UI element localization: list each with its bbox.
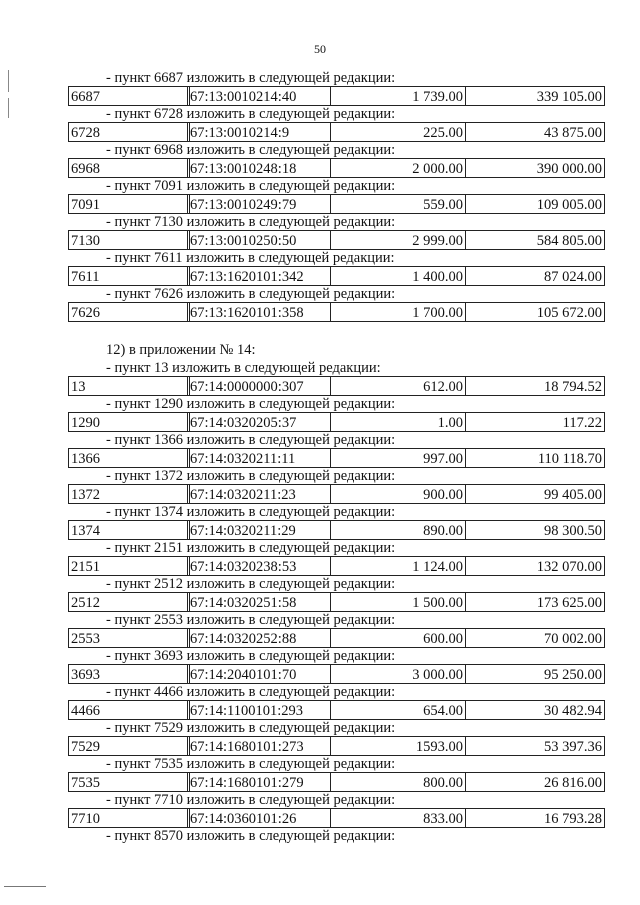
amendment-caption: - пункт 1366 изложить в следующей редакции:: [106, 432, 396, 448]
footer-rule: [4, 886, 46, 887]
item-number-cell: 2512: [68, 592, 190, 612]
cadastral-number-cell: 67:14:0320251:58: [187, 592, 331, 612]
table-row: [68, 86, 606, 106]
value-cell: 30 482.94: [465, 700, 605, 720]
value-cell: 87 024.00: [465, 266, 605, 286]
trailing-caption: - пункт 8570 изложить в следующей редакции:: [106, 828, 396, 844]
amendment-block: [0, 612, 640, 648]
amendment-caption: - пункт 1290 изложить в следующей редакции:: [106, 396, 396, 412]
amendment-caption: - пункт 1374 изложить в следующей редакции:: [106, 504, 396, 520]
amendment-caption: - пункт 7535 изложить в следующей редакции:: [106, 756, 396, 772]
value-cell: 99 405.00: [465, 484, 605, 504]
amendment-caption: - пункт 6728 изложить в следующей редакции:: [106, 106, 396, 122]
cadastral-number-cell: 67:13:0010214:40: [187, 86, 331, 106]
item-number-cell: 1366: [68, 448, 190, 468]
area-cell: 225.00: [330, 122, 466, 142]
item-number-cell: 3693: [68, 664, 190, 684]
amendment-block: [0, 468, 640, 504]
area-cell: 559.00: [330, 194, 466, 214]
value-cell: 339 105.00: [465, 86, 605, 106]
cadastral-number-cell: 67:13:0010248:18: [187, 158, 331, 178]
area-cell: 1 400.00: [330, 266, 466, 286]
cadastral-number-cell: 67:14:1100101:293: [187, 700, 331, 720]
cadastral-number-cell: 67:14:0320211:23: [187, 484, 331, 504]
table-row: [68, 556, 606, 576]
area-cell: 1593.00: [330, 736, 466, 756]
area-cell: 997.00: [330, 448, 466, 468]
item-number-cell: 2553: [68, 628, 190, 648]
amendment-block: [0, 396, 640, 432]
table-row: [68, 736, 606, 756]
value-cell: 70 002.00: [465, 628, 605, 648]
cadastral-number-cell: 67:14:2040101:70: [187, 664, 331, 684]
area-cell: 1 739.00: [330, 86, 466, 106]
table-row: [68, 412, 606, 432]
area-cell: 3 000.00: [330, 664, 466, 684]
amendment-block: [0, 540, 640, 576]
amendment-caption: - пункт 2151 изложить в следующей редакции:: [106, 540, 396, 556]
amendment-block: [0, 432, 640, 468]
item-number-cell: 4466: [68, 700, 190, 720]
value-cell: 173 625.00: [465, 592, 605, 612]
amendment-block: [0, 720, 640, 756]
table-row: [68, 376, 606, 396]
amendment-caption: - пункт 6687 изложить в следующей редакции:: [106, 70, 396, 86]
amendment-caption: - пункт 7626 изложить в следующей редакции:: [106, 286, 396, 302]
appendix-13-amendments: [0, 70, 640, 322]
item-number-cell: 7710: [68, 808, 190, 828]
item-number-cell: 1290: [68, 412, 190, 432]
area-cell: 612.00: [330, 376, 466, 396]
area-cell: 900.00: [330, 484, 466, 504]
amendment-block: [0, 648, 640, 684]
area-cell: 890.00: [330, 520, 466, 540]
area-cell: 600.00: [330, 628, 466, 648]
cadastral-number-cell: 67:13:0010214:9: [187, 122, 331, 142]
item-number-cell: 1372: [68, 484, 190, 504]
amendment-caption: - пункт 7091 изложить в следующей редакции:: [106, 178, 396, 194]
table-row: [68, 194, 606, 214]
item-number-cell: 7091: [68, 194, 190, 214]
area-cell: 2 999.00: [330, 230, 466, 250]
item-number-cell: 7529: [68, 736, 190, 756]
item-number-cell: 7626: [68, 302, 190, 322]
amendment-block: [0, 214, 640, 250]
item-number-cell: 6728: [68, 122, 190, 142]
amendment-caption: - пункт 3693 изложить в следующей редакции:: [106, 648, 396, 664]
value-cell: 26 816.00: [465, 772, 605, 792]
cadastral-number-cell: 67:14:0320211:29: [187, 520, 331, 540]
section-title: 12) в приложении № 14:: [106, 342, 256, 358]
item-number-cell: 6968: [68, 158, 190, 178]
table-row: [68, 302, 606, 322]
amendment-caption: - пункт 2553 изложить в следующей редакции:: [106, 612, 396, 628]
item-number-cell: 6687: [68, 86, 190, 106]
cadastral-number-cell: 67:14:0360101:26: [187, 808, 331, 828]
value-cell: 117.22: [465, 412, 605, 432]
value-cell: 98 300.50: [465, 520, 605, 540]
amendment-caption: - пункт 7130 изложить в следующей редакции:: [106, 214, 396, 230]
cadastral-number-cell: 67:13:1620101:342: [187, 266, 331, 286]
cadastral-number-cell: 67:13:1620101:358: [187, 302, 331, 322]
area-cell: 1 700.00: [330, 302, 466, 322]
table-row: [68, 158, 606, 178]
amendment-block: [0, 142, 640, 178]
value-cell: 390 000.00: [465, 158, 605, 178]
page-number: 50: [314, 42, 326, 56]
area-cell: 654.00: [330, 700, 466, 720]
item-number-cell: 13: [68, 376, 190, 396]
document-body: [0, 70, 640, 844]
area-cell: 1.00: [330, 412, 466, 432]
table-row: [68, 122, 606, 142]
amendment-caption: - пункт 6968 изложить в следующей редакции:: [106, 142, 396, 158]
cadastral-number-cell: 67:14:0320252:88: [187, 628, 331, 648]
table-row: [68, 664, 606, 684]
amendment-block: [0, 178, 640, 214]
amendment-caption: - пункт 13 изложить в следующей редакции:: [106, 360, 381, 376]
value-cell: 43 875.00: [465, 122, 605, 142]
cadastral-number-cell: 67:14:0000000:307: [187, 376, 331, 396]
table-row: [68, 448, 606, 468]
cadastral-number-cell: 67:14:1680101:273: [187, 736, 331, 756]
amendment-caption: - пункт 1372 изложить в следующей редакции:: [106, 468, 396, 484]
item-number-cell: 1374: [68, 520, 190, 540]
cadastral-number-cell: 67:13:0010250:50: [187, 230, 331, 250]
value-cell: 95 250.00: [465, 664, 605, 684]
amendment-block: [0, 360, 640, 396]
amendment-block: [0, 504, 640, 540]
value-cell: 109 005.00: [465, 194, 605, 214]
table-row: [68, 772, 606, 792]
amendment-block: [0, 576, 640, 612]
item-number-cell: 7130: [68, 230, 190, 250]
cadastral-number-cell: 67:13:0010249:79: [187, 194, 331, 214]
cadastral-number-cell: 67:14:0320205:37: [187, 412, 331, 432]
table-row: [68, 520, 606, 540]
amendment-caption: - пункт 7529 изложить в следующей редакции:: [106, 720, 396, 736]
amendment-block: [0, 250, 640, 286]
table-row: [68, 592, 606, 612]
cadastral-number-cell: 67:14:0320238:53: [187, 556, 331, 576]
amendment-block: [0, 70, 640, 106]
amendment-caption: - пункт 7611 изложить в следующей редакции:: [106, 250, 395, 266]
amendment-block: [0, 792, 640, 828]
area-cell: 2 000.00: [330, 158, 466, 178]
item-number-cell: 2151: [68, 556, 190, 576]
item-number-cell: 7535: [68, 772, 190, 792]
table-row: [68, 230, 606, 250]
value-cell: 18 794.52: [465, 376, 605, 396]
value-cell: 53 397.36: [465, 736, 605, 756]
cadastral-number-cell: 67:14:1680101:279: [187, 772, 331, 792]
amendment-block: [0, 756, 640, 792]
area-cell: 800.00: [330, 772, 466, 792]
value-cell: 110 118.70: [465, 448, 605, 468]
cadastral-number-cell: 67:14:0320211:11: [187, 448, 331, 468]
value-cell: 584 805.00: [465, 230, 605, 250]
amendment-caption: - пункт 7710 изложить в следующей редакции:: [106, 792, 396, 808]
amendment-caption: - пункт 4466 изложить в следующей редакции:: [106, 684, 396, 700]
table-row: [68, 484, 606, 504]
amendment-block: [0, 684, 640, 720]
value-cell: 105 672.00: [465, 302, 605, 322]
table-row: [68, 628, 606, 648]
area-cell: 833.00: [330, 808, 466, 828]
amendment-caption: - пункт 2512 изложить в следующей редакции:: [106, 576, 396, 592]
table-row: [68, 808, 606, 828]
area-cell: 1 124.00: [330, 556, 466, 576]
area-cell: 1 500.00: [330, 592, 466, 612]
appendix-14-amendments: [0, 360, 640, 828]
table-row: [68, 700, 606, 720]
amendment-block: [0, 106, 640, 142]
value-cell: 16 793.28: [465, 808, 605, 828]
item-number-cell: 7611: [68, 266, 190, 286]
amendment-block: [0, 286, 640, 322]
table-row: [68, 266, 606, 286]
value-cell: 132 070.00: [465, 556, 605, 576]
